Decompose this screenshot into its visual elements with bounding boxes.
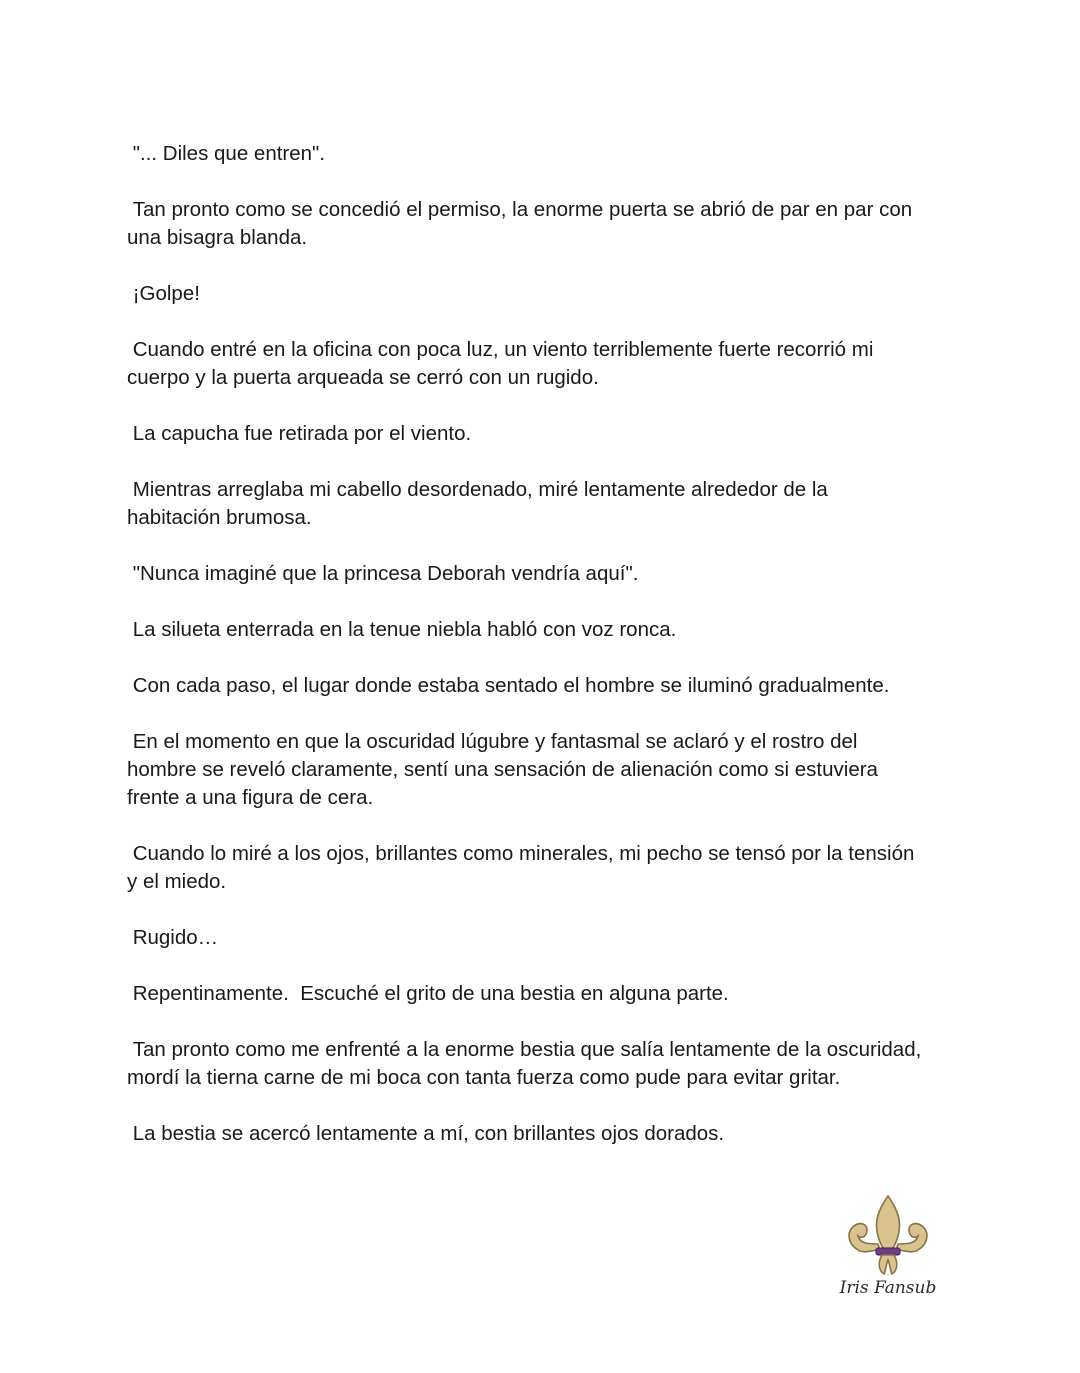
paragraph-10: En el momento en que la oscuridad lúgubre y fantasmal se aclaró y el rostro del hombre se reveló claramente, sentí una sensación de alienación como si estuviera frente a una figura de cera. — [127, 730, 878, 809]
paragraph-1: "... Diles que entren". — [127, 142, 326, 165]
document-body — [127, 140, 957, 1176]
fleur-de-lis-icon — [838, 1192, 938, 1280]
paragraph-4: Cuando entré en la oficina con poca luz, un viento terriblemente fuerte recorrió mi cuerpo y la puerta arqueada se cerró con un rugido. — [127, 338, 874, 389]
paragraph-2: Tan pronto como se concedió el permiso, la enorme puerta se abrió de par en par con una bisagra blanda. — [127, 198, 913, 249]
paragraph-12: Rugido… — [127, 926, 219, 949]
paragraph-6: Mientras arreglaba mi cabello desordenado, miré lentamente alrededor de la habitación brumosa. — [127, 478, 828, 529]
paragraph-9: Con cada paso, el lugar donde estaba sentado el hombre se iluminó gradualmente. — [127, 674, 890, 697]
paragraph-8: La silueta enterrada en la tenue niebla habló con voz ronca. — [127, 618, 677, 641]
iris-fansub-logo — [838, 1192, 948, 1307]
logo-text: Iris Fansub — [839, 1278, 937, 1298]
paragraph-13: Repentinamente. Escuché el grito de una bestia en alguna parte. — [127, 982, 729, 1005]
paragraph-5: La capucha fue retirada por el viento. — [127, 422, 472, 445]
paragraph-7: "Nunca imaginé que la princesa Deborah vendría aquí". — [127, 562, 639, 585]
paragraph-15: La bestia se acercó lentamente a mí, con brillantes ojos dorados. — [127, 1122, 725, 1145]
paragraph-11: Cuando lo miré a los ojos, brillantes como minerales, mi pecho se tensó por la tensión y el miedo. — [127, 842, 915, 893]
paragraph-14: Tan pronto como me enfrenté a la enorme bestia que salía lentamente de la oscuridad, mordí la tierna carne de mi boca con tanta fuerza como pude para evitar gritar. — [127, 1038, 922, 1089]
paragraph-3: ¡Golpe! — [127, 282, 200, 305]
